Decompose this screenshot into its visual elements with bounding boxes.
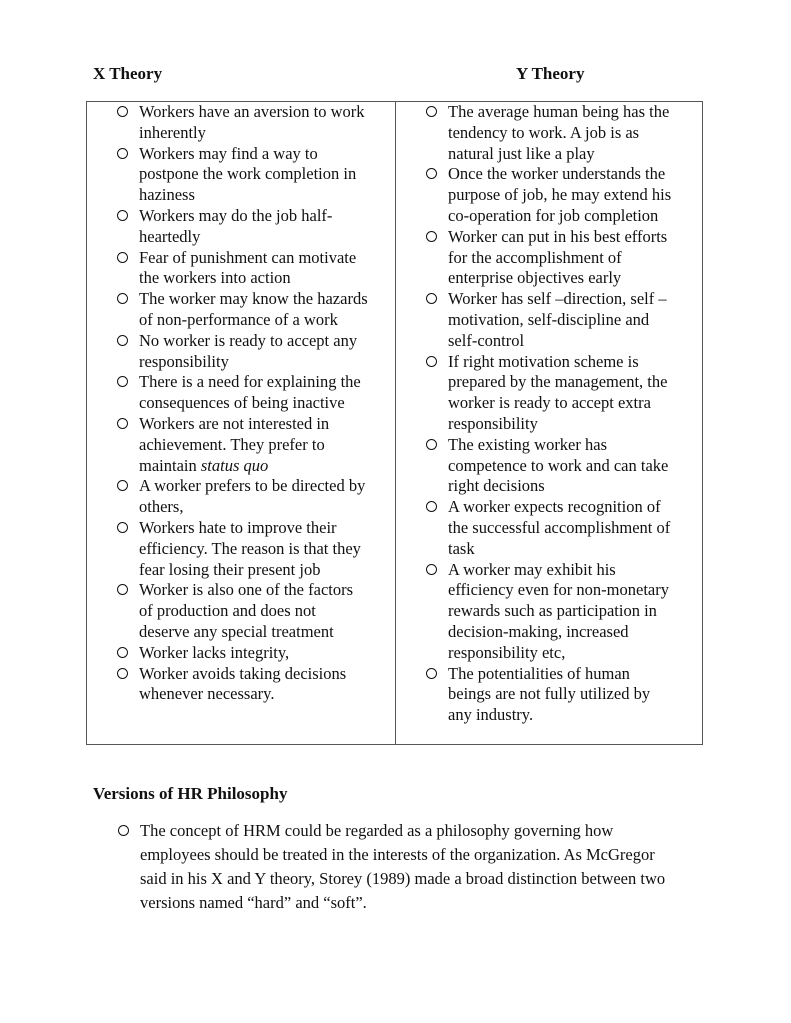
- y-theory-item-text: The existing worker has competence to work and can take right decisions: [448, 434, 669, 496]
- x-theory-item: [117, 372, 369, 414]
- circle-bullet-icon: [117, 647, 128, 658]
- x-theory-item: [117, 144, 369, 206]
- x-theory-item-text: Workers are not interested in achievement. They prefer to maintain: [139, 413, 330, 475]
- y-theory-item-text: The potentialities of human beings are not fully utilized by any industry.: [448, 663, 651, 725]
- y-theory-item: [426, 164, 676, 226]
- theory-comparison-table: [86, 101, 703, 745]
- x-theory-list: [117, 102, 369, 705]
- y-theory-heading: Y Theory: [516, 64, 585, 83]
- x-theory-item-text: The worker may know the hazards of non-performance of a work: [139, 289, 368, 329]
- x-theory-item: [117, 331, 369, 373]
- x-theory-item-text: Workers may find a way to postpone the work completion in haziness: [139, 143, 357, 205]
- circle-bullet-icon: [117, 480, 128, 491]
- x-theory-heading: X Theory: [93, 64, 163, 83]
- circle-bullet-icon: [117, 252, 128, 263]
- circle-bullet-icon: [426, 168, 437, 179]
- y-theory-item-text: A worker may exhibit his efficiency even for non-monetary rewards such as participation in decision-making, increased responsibility etc,: [448, 559, 669, 662]
- x-theory-item-emphasis: status quo: [200, 455, 269, 475]
- y-theory-item-text: Once the worker understands the purpose of job, he may extend his co-operation for job completion: [448, 164, 672, 225]
- circle-bullet-icon: [426, 564, 437, 575]
- circle-bullet-icon: [117, 293, 128, 304]
- circle-bullet-icon: [117, 668, 128, 679]
- circle-bullet-icon: [426, 439, 437, 450]
- circle-bullet-icon: [426, 668, 437, 679]
- x-theory-item-text: No worker is ready to accept any responsibility: [139, 330, 358, 371]
- x-theory-item-text: Workers have an aversion to work inherently: [139, 102, 365, 142]
- circle-bullet-icon: [426, 231, 437, 242]
- x-theory-item-text: Worker avoids taking decisions whenever necessary.: [139, 663, 347, 704]
- circle-bullet-icon: [117, 148, 128, 159]
- circle-bullet-icon: [426, 356, 437, 367]
- list-item: [118, 819, 678, 915]
- y-theory-item-text: The average human being has the tendency to work. A job is as natural just like a play: [448, 102, 670, 163]
- versions-heading: Versions of HR Philosophy: [93, 784, 288, 803]
- circle-bullet-icon: [118, 825, 129, 836]
- x-theory-item-text: Fear of punishment can motivate the workers into action: [139, 247, 357, 288]
- circle-bullet-icon: [426, 501, 437, 512]
- x-theory-item-text: There is a need for explaining the consequences of being inactive: [139, 372, 361, 413]
- circle-bullet-icon: [117, 522, 128, 533]
- circle-bullet-icon: [117, 418, 128, 429]
- x-theory-item-text: A worker prefers to be directed by others,: [139, 476, 366, 517]
- x-theory-item-text: Workers hate to improve their efficiency. The reason is that they fear losing their present job: [139, 517, 361, 579]
- y-theory-list: [426, 102, 676, 726]
- x-theory-item: [117, 248, 369, 290]
- x-theory-item: [117, 289, 369, 331]
- y-theory-item: [426, 560, 676, 664]
- x-theory-item-text: Workers may do the job half-heartedly: [139, 205, 333, 246]
- x-theory-item: [117, 206, 369, 248]
- hr-philosophy-paragraph: The concept of HRM could be regarded as a philosophy governing how employees should be treated in the interests of the organization. As McGregor said in his X and Y theory, Storey (1989) made a broad distinction between two versions named “hard” and “soft”.: [140, 821, 666, 912]
- y-theory-item-text: Worker can put in his best efforts for the accomplishment of enterprise objectives early: [448, 226, 668, 288]
- circle-bullet-icon: [426, 293, 437, 304]
- x-theory-item: [117, 476, 369, 518]
- y-theory-item: [426, 102, 676, 164]
- circle-bullet-icon: [117, 584, 128, 595]
- x-theory-item: [117, 664, 369, 706]
- x-theory-item: [117, 580, 369, 642]
- y-theory-column: [396, 102, 702, 744]
- x-theory-item: [117, 643, 369, 664]
- circle-bullet-icon: [117, 106, 128, 117]
- x-theory-item: [117, 102, 369, 144]
- y-theory-item: [426, 352, 676, 435]
- y-theory-item: [426, 497, 676, 559]
- x-theory-column: [87, 102, 396, 744]
- circle-bullet-icon: [117, 335, 128, 346]
- y-theory-item: [426, 435, 676, 497]
- y-theory-item: [426, 227, 676, 289]
- circle-bullet-icon: [117, 210, 128, 221]
- circle-bullet-icon: [426, 106, 437, 117]
- circle-bullet-icon: [117, 376, 128, 387]
- y-theory-item: [426, 664, 676, 726]
- y-theory-item-text: If right motivation scheme is prepared by the management, the worker is ready to accept extra responsibility: [448, 351, 668, 433]
- x-theory-item-text: Worker is also one of the factors of production and does not deserve any special treatment: [139, 580, 354, 641]
- x-theory-item: [117, 518, 369, 580]
- x-theory-item: [117, 414, 369, 476]
- y-theory-item-text: Worker has self –direction, self –motivation, self-discipline and self-control: [448, 289, 667, 350]
- y-theory-item: [426, 289, 676, 351]
- hr-philosophy-list: [118, 819, 678, 915]
- x-theory-item-text: Worker lacks integrity,: [139, 642, 290, 662]
- y-theory-item-text: A worker expects recognition of the successful accomplishment of task: [448, 497, 671, 558]
